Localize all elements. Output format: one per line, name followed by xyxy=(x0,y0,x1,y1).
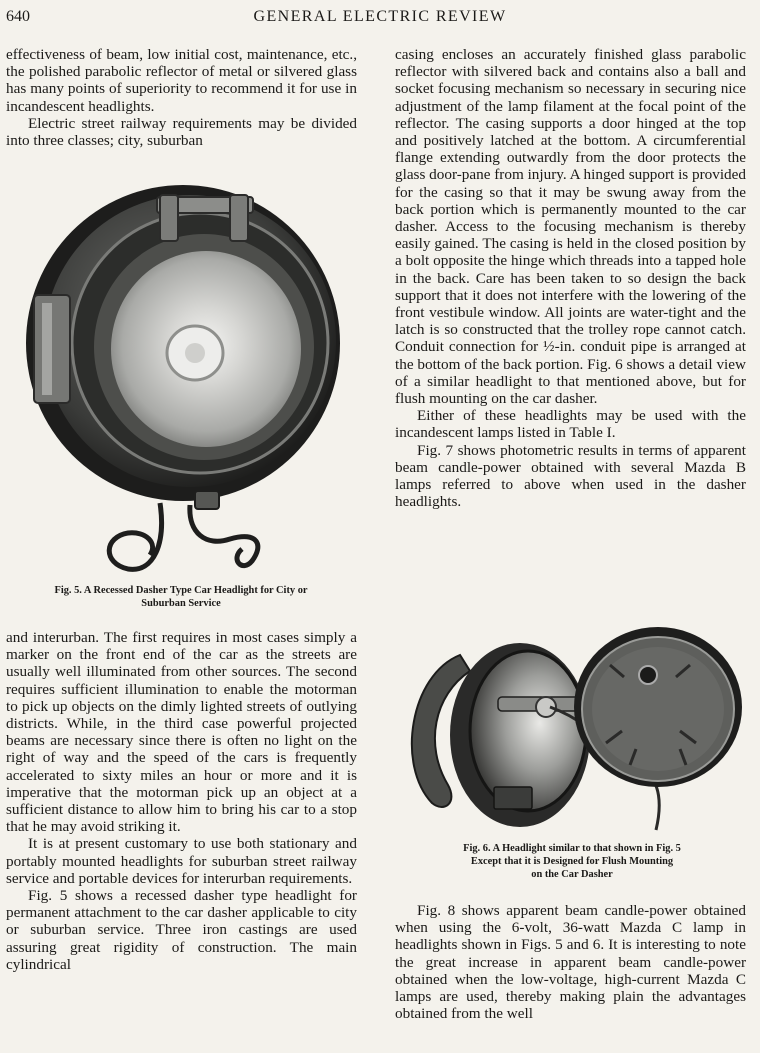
left-column-bottom-text xyxy=(6,629,357,973)
fig5-caption: Fig. 5. A Recessed Dasher Type Car Headlight for City or Suburban Service xyxy=(54,585,308,609)
fig5-headlight-photo xyxy=(20,183,355,583)
conduit-fitting xyxy=(494,787,532,809)
page-number: 640 xyxy=(6,8,30,25)
paragraph: casing encloses an accurately finished glass parabolic reflector with silvered back and contains also a ball and socket focusing mechanism so necessary in securing nice adjustment of the lamp filament at the focal point of the reflector. The casing supports a door hinged at the top and positively latched at the bottom. A circumferential flange extending outwardly from the door protects the glass door-pane from injury. A hinged support is provided for the casing so that it may be swung away from the back portion which is permanently mounted to the car dasher. Access to the focusing mechanism is thereby easily gained. The casing is held in the closed position by a bolt opposite the hinge which threads into a tapped hole in the back. Care has been taken to so design the back support that it does not interfere with the lowering of the front vestibule window. All joints are water-tight and the latch is so constructed that the trolley rope cannot catch. Conduit connection for ½-in. conduit pipe is arranged at the bottom of the back portion. Fig. 6 shows a detail view of a similar headlight to that mentioned above, but for flush mounting on the car dasher. xyxy=(395,46,746,408)
fig6-headlight-photo xyxy=(400,625,745,840)
mounting-loop-right xyxy=(190,505,258,566)
paragraph: effectiveness of beam, low initial cost, maintenance, etc., the polished parabolic reflector of metal or silvered glass has many points of superiority to recommend it for use in incandescent headlights. xyxy=(6,46,357,115)
paragraph: It is at present customary to use both stationary and portably mounted headlights for suburban street railway service and portable devices for interurban requirements. xyxy=(6,835,357,887)
paragraph: and interurban. The first requires in most cases simply a marker on the front end of the car as the streets are usually well illuminated from other sources. The second requires sufficient illumination to enable the motorman to pick up objects on the dimly lighted streets of outlying districts. While, in the third case powerful projected beams are necessary since there is often no light on the right of way and the speed of the cars is frequently accelerated to sixty miles an hour or more and it is imperative that the motorman pick up an object at a sufficient distance to allow him to bring his car to a stop that he may avoid striking it. xyxy=(6,629,357,836)
mounting-loop-left xyxy=(109,503,161,569)
right-column-bottom-text xyxy=(395,902,746,1022)
bottom-latch xyxy=(195,491,219,509)
door-center-boss xyxy=(639,666,657,684)
paragraph: Either of these headlights may be used with the incandescent lamps listed in Table I. xyxy=(395,407,746,442)
paragraph: Fig. 8 shows apparent beam candle-power obtained when using the 6-volt, 36-watt Mazda C lamp in headlights shown in Figs. 5 and 6. It is interesting to note the great increase in apparent beam candle-power obtained when the low-voltage, high-current Mazda C lamps are used, thereby making plain the advantages obtained from the well xyxy=(395,902,746,1023)
paragraph: Fig. 7 shows photometric results in terms of apparent beam candle-power obtained with several Mazda B lamps referred to above when used in the dasher headlights. xyxy=(395,441,746,511)
paragraph: Electric street railway requirements may be divided into three classes; city, suburban xyxy=(6,114,357,150)
paragraph: Fig. 5 shows a recessed dasher type headlight for permanent attachment to the car dasher applicable to city or suburban service. Three iron castings are used assuring great rigidity of construction. The main cylindrical xyxy=(6,887,357,973)
fig6-caption: Fig. 6. A Headlight similar to that shown in Fig. 5 Except that it is Designed for Flush Mounting on the Car Dasher xyxy=(463,843,681,880)
left-column-top-text xyxy=(6,46,357,149)
running-title: GENERAL ELECTRIC REVIEW xyxy=(253,8,507,25)
running-header xyxy=(0,6,760,30)
right-column-top-text xyxy=(395,46,746,510)
